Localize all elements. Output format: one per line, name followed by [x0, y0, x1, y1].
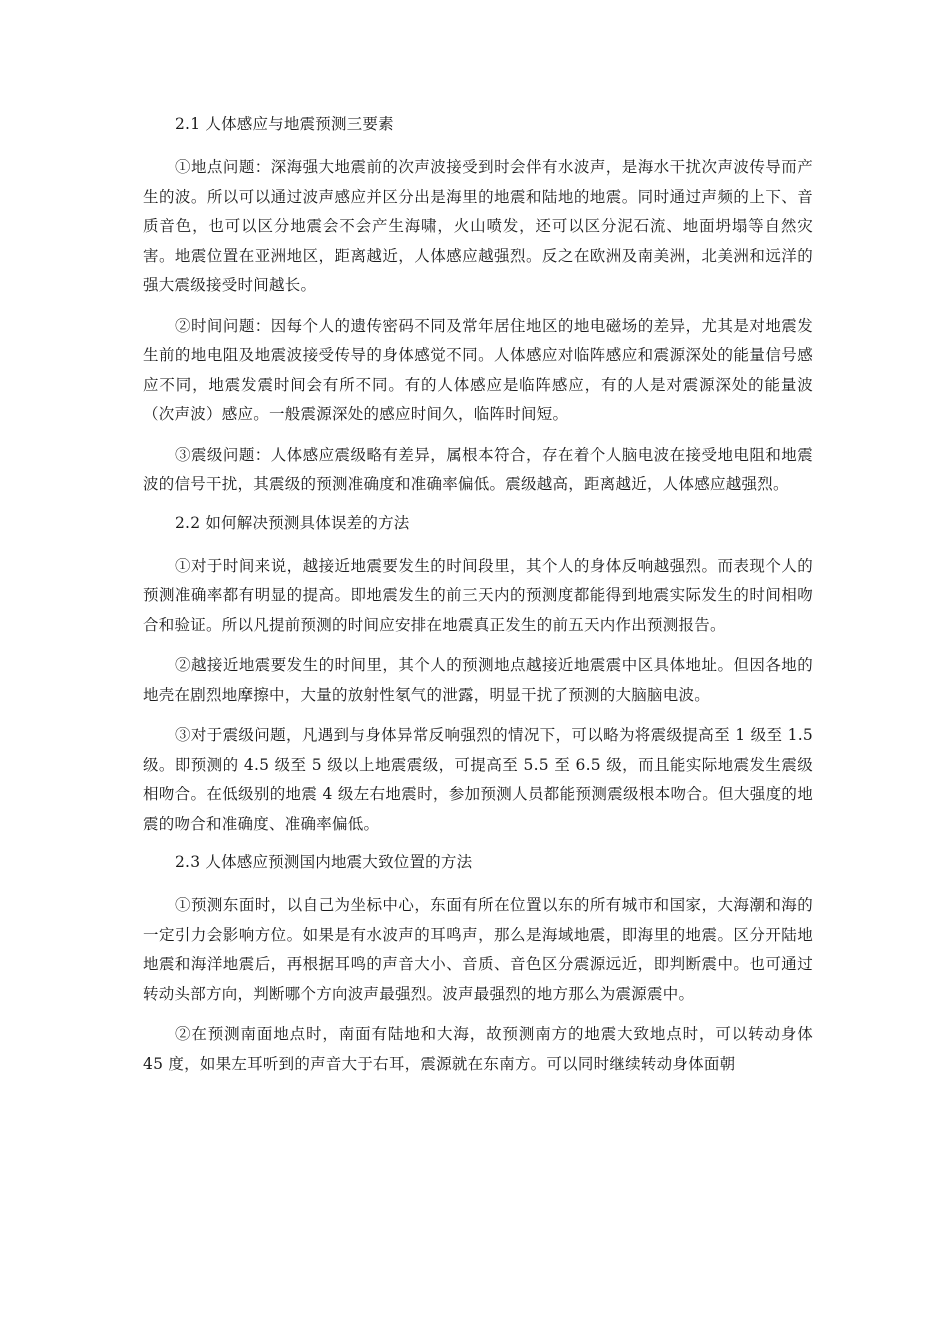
paragraph-location-problem: ①地点问题：深海强大地震前的次声波接受到时会伴有水波声，是海水干扰次声波传导而产生的波。所以可以通过波声感应并区分出是海里的地震和陆地的地震。同时通过声频的上下、音质音色，也可以区分地震会不会产生海啸，火山喷发，还可以区分泥石流、地面坍塌等自然灾害。地震位置在亚洲地区，距离越近，人体感应越强烈。反之在欧洲及南美洲，北美洲和远洋的强大震级接受时间越长。: [143, 158, 813, 294]
section-heading-2-2: 2.2 如何解决预测具体误差的方法: [175, 513, 410, 532]
section-heading-2-1: 2.1 人体感应与地震预测三要素: [175, 115, 394, 133]
paragraph-location-solution: ②越接近地震要发生的时间里，其个人的预测地点越接近地震震中区具体地址。但因各地的地壳在剧烈地摩擦中，大量的放射性氡气的泄露，明显干扰了预测的大脑脑电波。: [143, 656, 813, 704]
paragraph-time-problem: ②时间问题：因每个人的遗传密码不同及常年居住地区的地电磁场的差异，尤其是对地震发生前的地电阻及地震波接受传导的身体感觉不同。人体感应对临阵感应和震源深处的能量信号感应不同，地震发震时间会有所不同。有的人体感应是临阵感应，有的人是对震源深处的能量波（次声波）感应。一般震源深处的感应时间久，临阵时间短。: [143, 316, 813, 423]
section-heading-2-3: 2.3 人体感应预测国内地震大致位置的方法: [175, 853, 473, 871]
document-body: [143, 112, 813, 1090]
paragraph-east-prediction: ①预测东面时，以自己为坐标中心，东面有所在位置以东的所有城市和国家，大海潮和海的一定引力会影响方位。如果是有水波声的耳鸣声，那么是海域地震，即海里的地震。区分开陆地地震和海洋地震后，再根据耳鸣的声音大小、音质、音色区分震源远近，即判断震中。也可通过转动头部方向，判断哪个方向波声最强烈。波声最强烈的地方那么为震源震中。: [143, 896, 813, 1003]
paragraph-time-solution: ①对于时间来说，越接近地震要发生的时间段里，其个人的身体反响越强烈。而表现个人的预测准确率都有明显的提高。即地震发生的前三天内的预测度都能得到地震实际发生的时间相吻合和验证。所以凡提前预测的时间应安排在地震真正发生的前五天内作出预测报告。: [143, 556, 813, 634]
paragraph-magnitude-solution: ③对于震级问题，凡遇到与身体异常反响强烈的情况下，可以略为将震级提高至 1 级至 1.5 级。即预测的 4.5 级至 5 级以上地震震级，可提高至 5.5 至 6.5 级，而且能实际地震发生震级相吻合。在低级别的地震 4 级左右地震时，参加预测人员都能预测震级根本吻合。但大强度的地震的吻合和准确度、准确率偏低。: [143, 726, 813, 833]
paragraph-magnitude-problem: ③震级问题：人体感应震级略有差异，属根本符合，存在着个人脑电波在接受地电阻和地震波的信号干扰，其震级的预测准确度和准确率偏低。震级越高，距离越近，人体感应越强烈。: [143, 445, 813, 493]
paragraph-south-prediction: ②在预测南面地点时，南面有陆地和大海，故预测南方的地震大致地点时，可以转动身体 45 度，如果左耳听到的声音大于右耳，震源就在东南方。可以同时继续转动身体面朝: [143, 1025, 813, 1073]
